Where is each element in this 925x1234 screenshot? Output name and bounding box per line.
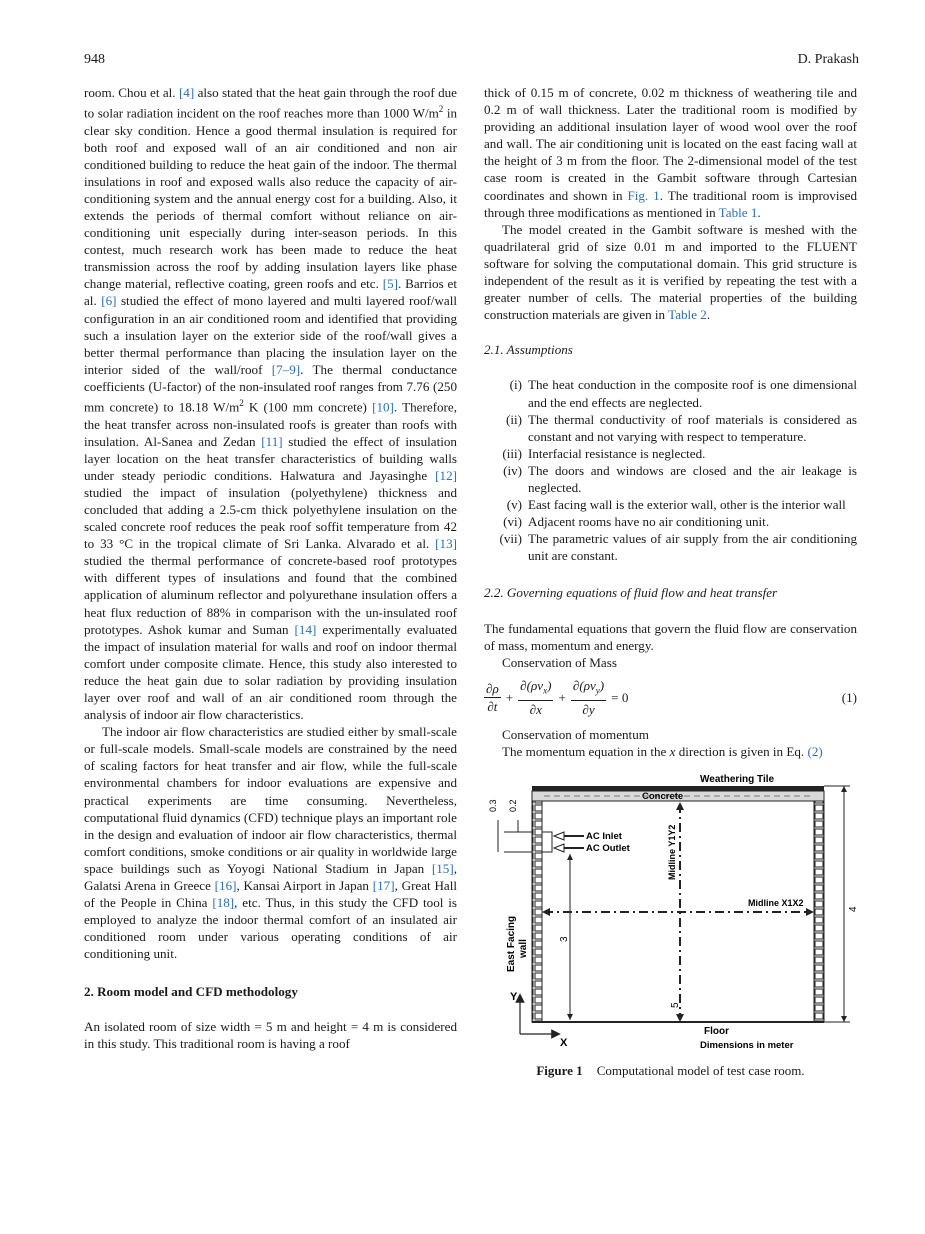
assumptions-list [484, 376, 857, 564]
fraction: $\frac{\partial(\rho v_y)}{\partial y}$ [572, 677, 605, 717]
list-item: (i) The heat conduction in the composite roof is one dimensional and the end effects are neglected. [509, 377, 857, 410]
list-item: (ii) The thermal conductivity of roof materials is considered as constant and not varying with respect to temperature. [506, 411, 857, 444]
right-column [484, 84, 857, 1079]
paragraph: The fundamental equations that govern the fluid flow are conservation of mass, momentum and energy. [484, 620, 857, 653]
citation-link[interactable]: [10] [372, 399, 394, 415]
axis-y-label: Y [510, 990, 518, 1003]
equation-1: $\frac{\partial\rho}{\partial t}$ + $\frac{\partial(\rho v_x)}{\partial x}$ + $\frac{\partial(\rho v_y)}{\partial y}$ = 0 (1) [486, 677, 857, 717]
running-author: D. Prakash [797, 52, 859, 67]
paragraph: room. Chou et al. [4] also stated that the heat gain through the roof due to solar radiation incident on the roof reaches more than 1000 $W/m^2$ in clear sky condition. Hence a good thermal insulation is required for both roof and exposed wall of an air conditioned and non air conditioned building to reduce the heat gain of the indoor. The thermal insulations in roof and exposed walls also reduce the capacity of air-conditioning system and the annual energy cost for a building. Also, it extends the periods of thermal comfort without reliance on air-conditioning unit especially during inter-season periods. In this contest, much research work has been made to reduce the heat transmission across the roof by adding insulation layers like phase change material, reflective coating, green roofs and etc. [5]. Barrios et al. [6] studied the effect of mono layered and multi layered roof/wall configuration in an air conditioned room and identified that providing such a insulation layer on the exterior side of the roof/wall gives a better thermal performance than placing the insulation layer on the interior sided of the wall/roof [7–9]. The thermal conductance coefficients (U-factor) of the non-insulated roof ranges from 7.76 (250 mm concrete) to 18.18 $W/m^2$ K (100 mm concrete) [10]. Therefore, the heat transfer across non-insulated roofs is greater than roofs with insulation. Al-Sanea and Zedan [11] studied the effect of insulation layer location on the heat transfer characteristics of building walls under steady periodic conditions. Halwatura and Jayasinghe [12] studied the impact of insulation (polyethylene) thickness and concluded that adding a 2.5-cm thick polyethylene insulation on the scaled concrete roof reduces the peak roof soffit temperature from 42 to 33 °C in the tropical climate of Sri Lanka. Alvarado et al. [13] studied the thermal performance of concrete-based roof prototypes with different types of insulations and found that the combined application of aluminum reflector and polyurethane insulation offers a heat flux reduction of 88% in comparison with the un-insulated roof prototypes. Ashok kumar and Suman [14] experimentally evaluated the impact of insulation material for walls and roof on indoor thermal comfort under composite climate. Hence, this study also interested to reduce the heat gain due to solar radiation by providing insulation layer over roof and wall of an air conditioned room through the analysis of indoor air flow characteristics. [84, 85, 457, 723]
label-dim-4: 4 [848, 906, 859, 912]
equation-label: Conservation of momentum [502, 726, 649, 742]
paragraph: The model created in the Gambit software is meshed with the quadrilateral grid of size 0.01 m and imported to the FLUENT software for solving the computational domain. This grid structure is independent of the result as it is verified by repeating the test with a greater number of cells. The material properties of the building construction materials are given in Table 2. [484, 221, 857, 323]
citation-link[interactable]: [5] [382, 276, 399, 292]
citation-link[interactable]: [7–9] [271, 361, 301, 377]
citation-link[interactable]: [14] [294, 621, 317, 637]
figure-link[interactable]: Fig. 1 [627, 187, 660, 203]
equation-number: (1) [841, 689, 857, 705]
equation-link[interactable]: (2) [807, 743, 823, 759]
label-east-wall: East Facing [506, 915, 517, 972]
section-heading: 2. Room model and CFD methodology [84, 983, 298, 999]
citation-link[interactable]: [13] [435, 536, 457, 552]
label-dim-3: 3 [559, 936, 570, 942]
figure-caption: Figure 1 Computational model of test case room. [536, 1062, 805, 1078]
paragraph: The indoor air flow characteristics are studied either by small-scale or full-scale models. Small-scale models are constrained by the need of scaling factors for heat transfer and air flow, while the full-scale environmental chambers for indoor evaluations are expensive and practical experiments are time consuming. Nevertheless, computational fluid dynamics (CFD) technique plays an important role in the design and evaluation of indoor air flow characteristics, thermal comfort conditions, smoke conditions or air quality in worldwide large space buildings such as Yoyogi National Stadium in Japan [15], Galatsi Arena in Greece [16], Kansai Airport in Japan [17], Great Hall of the People in China [18], etc. Thus, in this study the CFD tool is employed to analyze the indoor thermal comfort of an insulated air conditioned room under various operating conditions of air conditioning unit. [84, 724, 458, 962]
label-floor: Floor [704, 1025, 729, 1037]
citation-link[interactable]: [6] [101, 293, 117, 309]
list-item: (vi) Adjacent rooms have no air conditioning unit. [503, 514, 770, 530]
list-item: (iii) Interfacial resistance is neglected. [502, 445, 706, 461]
label-dim-5: 5 [670, 1002, 681, 1008]
room-model-diagram [484, 772, 857, 1052]
list-item: (vii) The parametric values of air supply from the air conditioning unit are constant. [499, 531, 857, 564]
label-ac-outlet: AC Outlet [586, 842, 630, 854]
label-midline-x: Midline X1X2 [748, 897, 804, 908]
label-concrete: Concrete [642, 790, 684, 802]
citation-link[interactable]: [12] [435, 467, 457, 483]
citation-link[interactable]: [17] [372, 878, 395, 894]
citation-link[interactable]: [4] [178, 85, 195, 100]
paragraph: thick of 0.15 m of concrete, 0.02 m thickness of weathering tile and 0.2 m of wall thickness. Later the traditional room is modified by providing an additional insulation layer of wood wool over the roof and wall. The air conditioning unit is located on the east facing wall at the height of 3 m from the floor. The 2-dimensional model of the test case room is created in the Gambit software through Cartesian coordinates and shown in Fig. 1. The traditional room is improvised through three modifications as mentioned in Table 1. [484, 85, 857, 220]
figure-1 [484, 772, 857, 1079]
ac-unit [542, 832, 552, 852]
list-item: (iv) The doors and windows are closed and the air leakage is neglected. [503, 462, 857, 495]
citation-link[interactable]: [16] [214, 878, 237, 894]
label-dim-0-2: 0.2 [508, 799, 518, 812]
page-number: 948 [84, 52, 105, 67]
subsection-heading: 2.2. Governing equations of fluid flow and heat transfer [484, 585, 778, 601]
table-link[interactable]: Table 1 [718, 204, 758, 220]
label-weathering-tile: Weathering Tile [700, 773, 775, 785]
citation-link[interactable]: [18] [212, 895, 235, 911]
label-east-wall-2: wall [518, 938, 529, 958]
equation-label: Conservation of Mass [502, 654, 617, 670]
paragraph: The momentum equation in the x direction is given in Eq. (2) [502, 743, 823, 759]
label-dim-0-3: 0.3 [488, 799, 498, 812]
citation-link[interactable]: [11] [261, 433, 283, 449]
citation-link[interactable]: [15] [431, 860, 454, 876]
left-column [84, 84, 457, 1052]
paragraph: An isolated room of size width = 5 m and height = 4 m is considered in this study. This traditional room is having a roof [84, 1018, 457, 1051]
subsection-heading: 2.1. Assumptions [484, 342, 573, 358]
label-dimensions: Dimensions in meter [700, 1039, 794, 1051]
fraction: $\frac{\partial(\rho v_x)}{\partial x}$ [520, 677, 552, 717]
table-link[interactable]: Table 2 [668, 307, 707, 323]
label-ac-inlet: AC Inlet [586, 830, 622, 842]
axis-x-label: X [560, 1036, 568, 1049]
west-wall [814, 801, 824, 1022]
east-wall [532, 801, 542, 1022]
fraction: $\frac{\partial\rho}{\partial t}$ [486, 680, 499, 714]
label-midline-y: Midline Y1Y2 [667, 824, 677, 880]
list-item: (v) East facing wall is the exterior wall, other is the interior wall [506, 497, 846, 513]
